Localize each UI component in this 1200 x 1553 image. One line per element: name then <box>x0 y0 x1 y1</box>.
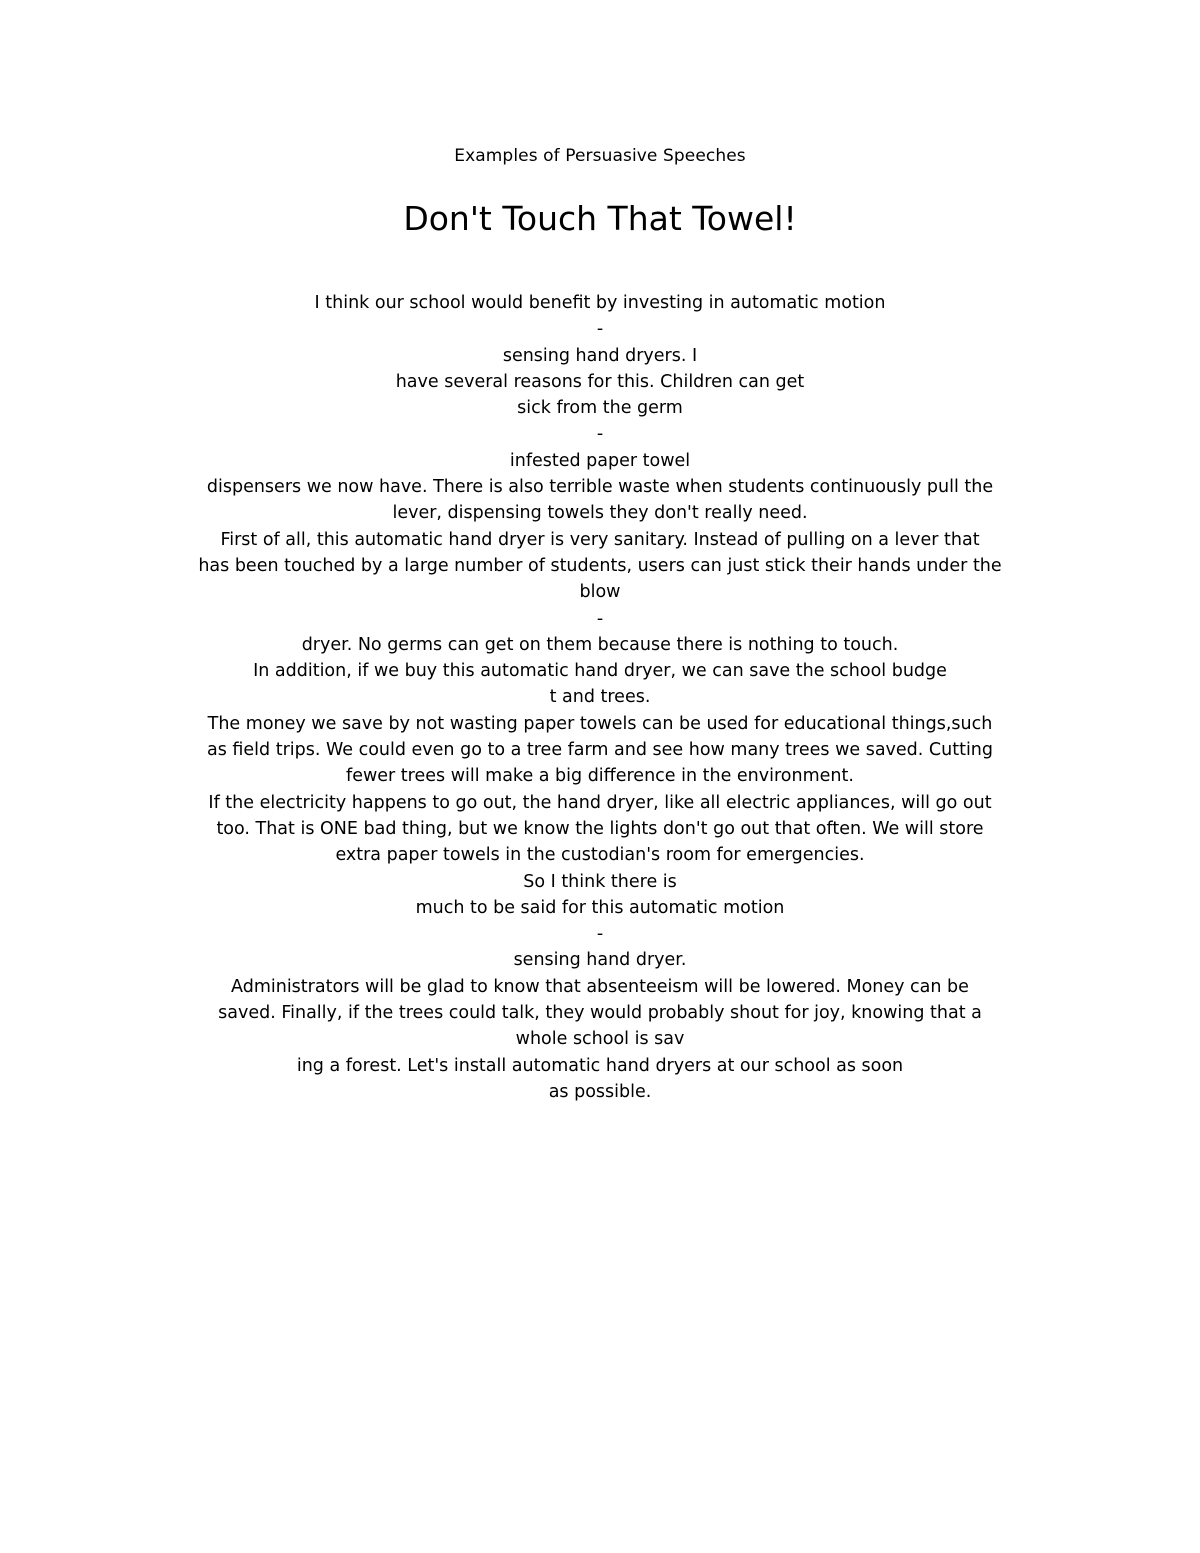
body-line: have several reasons for this. Children can get <box>395 371 805 392</box>
body-line: dispensers we now have. There is also terrible waste when students continuously pull the <box>206 477 994 498</box>
body-line: lever, dispensing towels they don't really need. <box>392 503 808 524</box>
speech-body <box>0 290 1200 1105</box>
body-line: The money we save by not wasting paper towels can be used for educational things,such <box>207 713 993 734</box>
body-line: dryer. No germs can get on them because there is nothing to touch. <box>301 634 899 655</box>
body-line: t and trees. <box>549 687 651 708</box>
body-line: sensing hand dryer. <box>513 950 687 971</box>
body-line: blow <box>579 582 621 603</box>
body-line: So I think there is <box>523 871 677 892</box>
document-supertitle: Examples of Persuasive Speeches <box>454 146 746 166</box>
body-line: much to be said for this automatic motion <box>415 897 785 918</box>
body-line: has been touched by a large number of students, users can just stick their hands under the <box>198 555 1002 576</box>
body-line: - <box>596 924 604 945</box>
body-line: - <box>596 608 604 629</box>
body-line: - <box>596 424 604 445</box>
body-line: Administrators will be glad to know that absenteeism will be lowered. Money can be <box>231 976 969 997</box>
body-line: whole school is sav <box>515 1029 685 1050</box>
body-line: infested paper towel <box>509 450 691 471</box>
body-line: - <box>596 319 604 340</box>
body-line: as possible. <box>548 1081 652 1102</box>
body-line: as field trips. We could even go to a tree farm and see how many trees we saved. Cutting <box>206 740 994 761</box>
body-line: fewer trees will make a big difference in the environment. <box>346 766 854 787</box>
body-line: I think our school would benefit by investing in automatic motion <box>314 293 886 313</box>
body-line: In addition, if we buy this automatic hand dryer, we can save the school budge <box>253 661 947 682</box>
body-line: too. That is ONE bad thing, but we know the lights don't go out that often. We will store <box>216 818 984 839</box>
body-line: sensing hand dryers. I <box>502 345 698 366</box>
body-line: If the electricity happens to go out, the hand dryer, like all electric appliances, will go out <box>208 792 992 813</box>
document-title: Don't Touch That Towel! <box>403 199 797 238</box>
body-line: extra paper towels in the custodian's room for emergencies. <box>335 845 865 866</box>
body-line: saved. Finally, if the trees could talk, they would probably shout for joy, knowing that a <box>218 1003 982 1024</box>
body-line: ing a forest. Let's install automatic hand dryers at our school as soon <box>296 1055 904 1076</box>
body-line: sick from the germ <box>517 398 683 419</box>
body-line: First of all, this automatic hand dryer is very sanitary. Instead of pulling on a lever that <box>220 529 980 550</box>
